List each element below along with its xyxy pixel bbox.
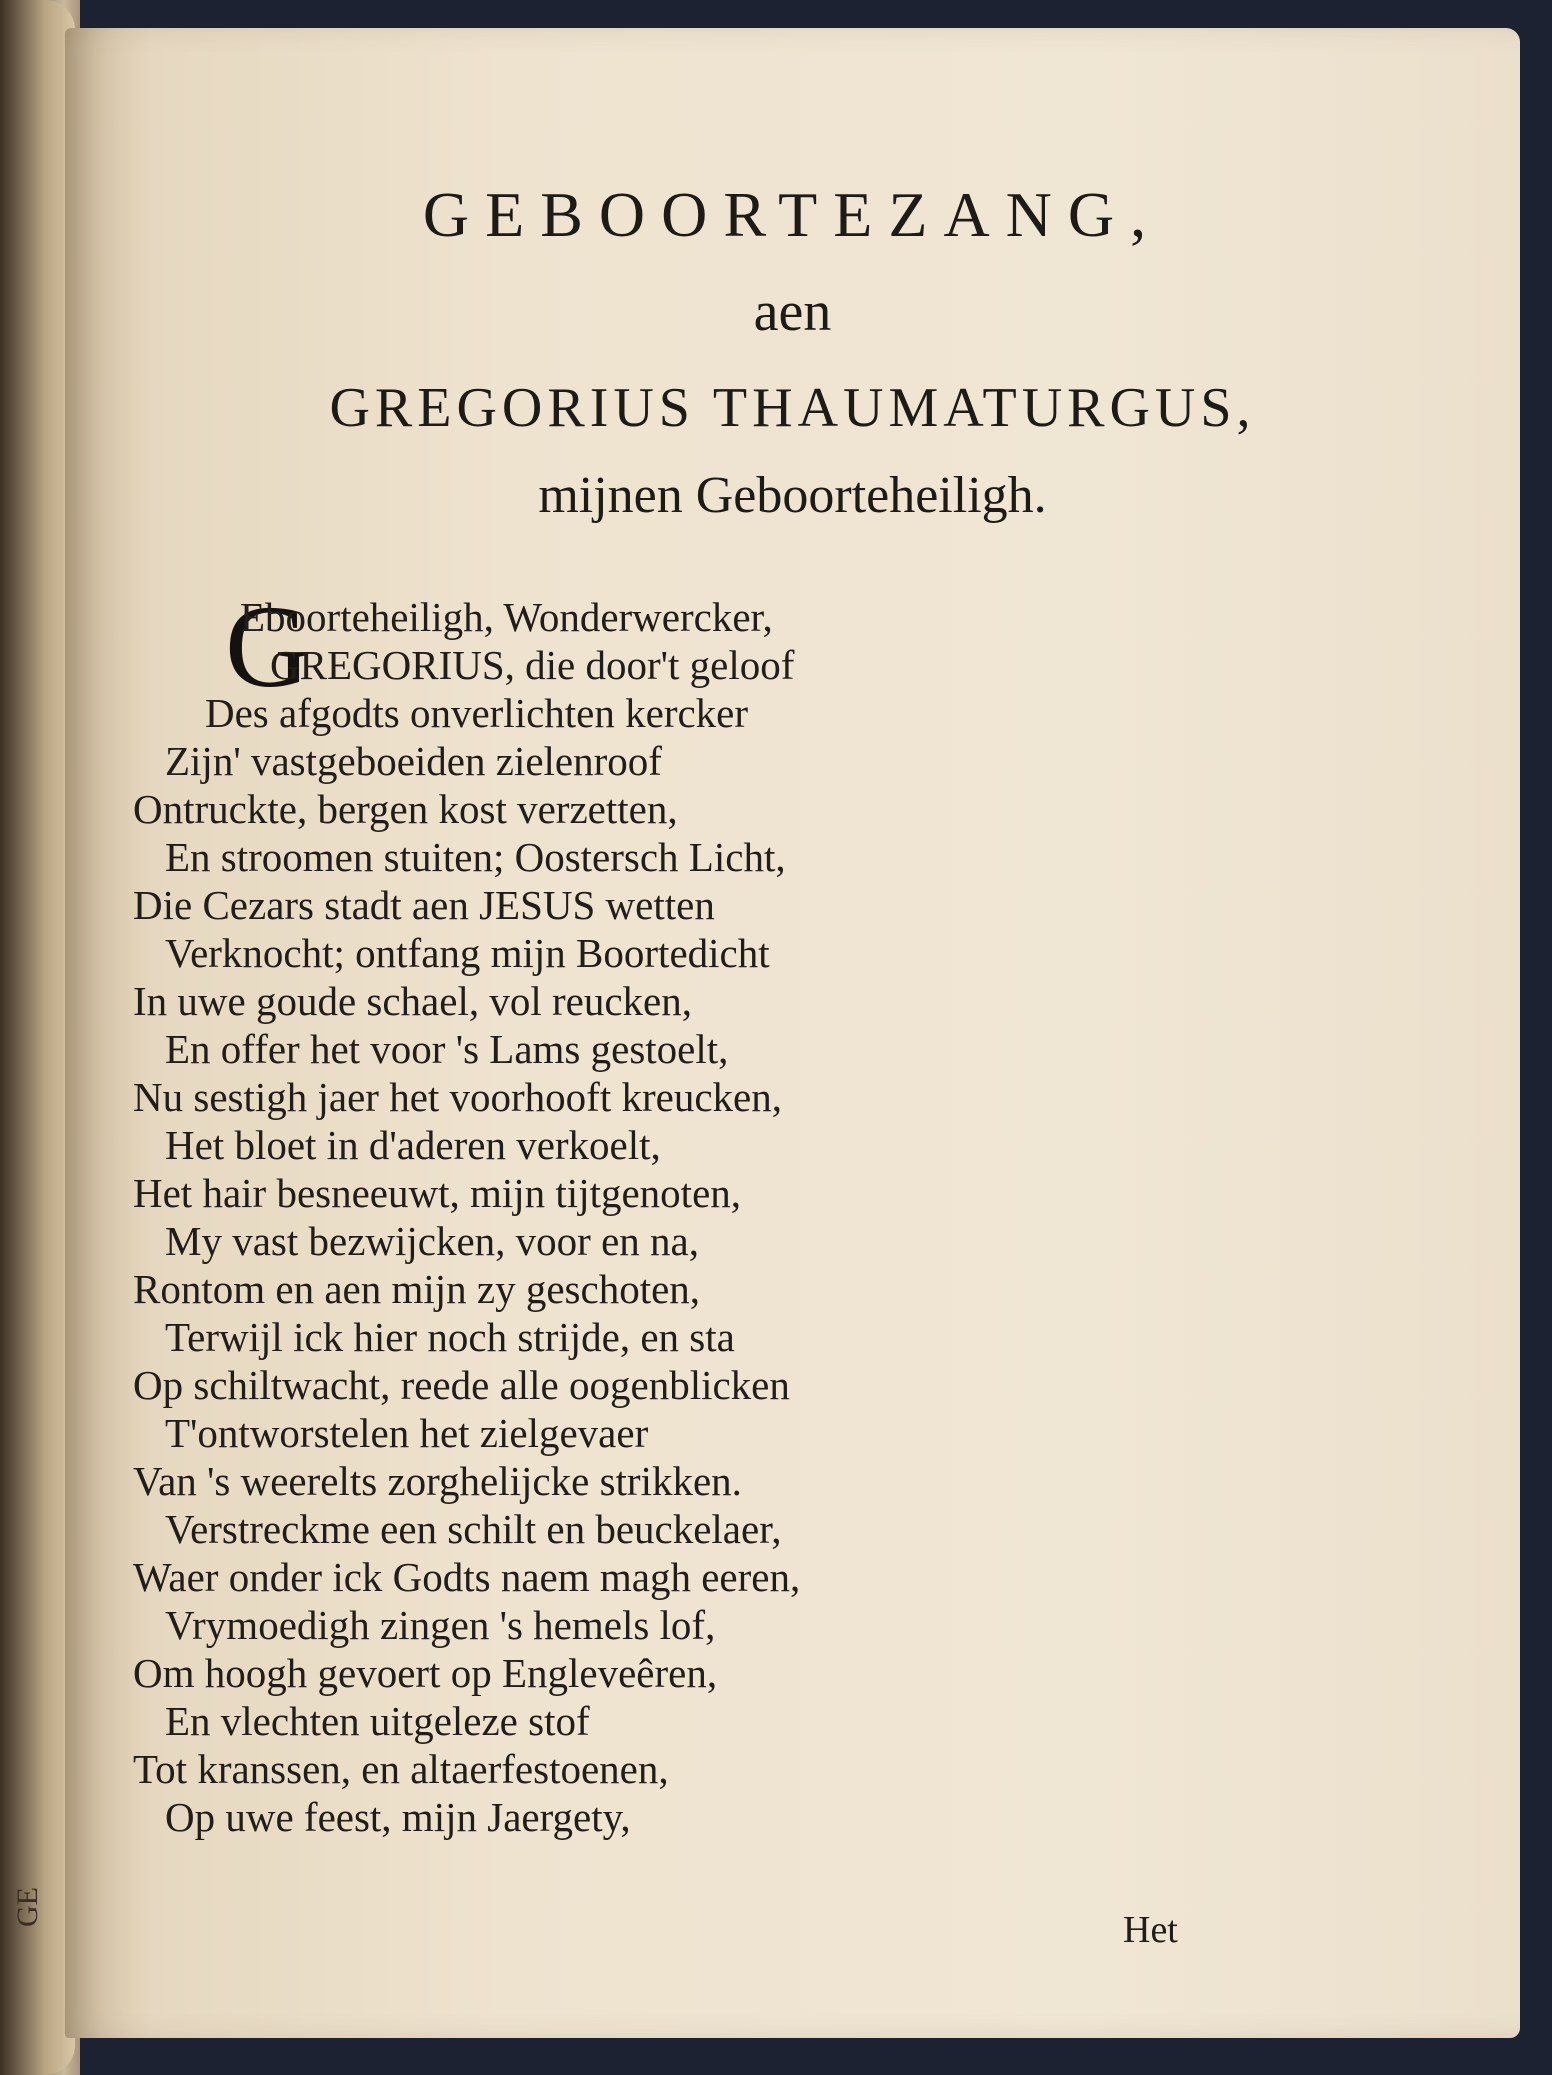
poem-line: Verstreckme een schilt en beuckelaer, <box>165 1506 782 1552</box>
page-title: GEBOORTEZANG, <box>422 179 1163 250</box>
poem-line: T'ontworstelen het zielgevaer <box>165 1410 649 1456</box>
poem-body <box>65 28 1520 2038</box>
poem-line: Van 's weerelts zorghelijcke strikken. <box>133 1458 742 1504</box>
title-subtitle: mijnen Geboorteheiligh. <box>538 467 1047 524</box>
poem-line: Op uwe feest, mijn Jaergety, <box>165 1794 631 1840</box>
poem-line: Die Cezars stadt aen JESUS wetten <box>133 882 715 928</box>
poem-line: My vast bezwijcken, voor en na, <box>165 1218 699 1264</box>
drop-cap: G <box>225 581 311 712</box>
poem-line: Ontruckte, bergen kost verzetten, <box>133 786 678 832</box>
book-page <box>65 28 1520 2038</box>
poem-line: En offer het voor 's Lams gestoelt, <box>165 1026 729 1072</box>
poem-line: Waer onder ick Godts naem magh eeren, <box>133 1554 801 1600</box>
poem-line: Het hair besneeuwt, mijn tijtgenoten, <box>133 1170 742 1216</box>
poem-line: Nu sestigh jaer het voorhooft kreucken, <box>133 1074 782 1120</box>
poem-line: Tot kranssen, en altaerfestoenen, <box>133 1746 669 1792</box>
poem-line: GREGORIUS, die door't geloof <box>270 642 795 688</box>
poem-line: In uwe goude schael, vol reucken, <box>133 978 692 1024</box>
title-aen: aen <box>753 281 832 343</box>
poem-line: Eboorteheiligh, Wonderwercker, <box>240 594 773 640</box>
facing-page-edge <box>0 0 75 2075</box>
poem-line: En vlechten uitgeleze stof <box>165 1698 590 1744</box>
poem-line: Het bloet in d'aderen verkoelt, <box>165 1122 661 1168</box>
poem-line: Om hoogh gevoert op Engleveêren, <box>133 1650 718 1696</box>
poem-line: Rontom en aen mijn zy geschoten, <box>133 1266 701 1312</box>
poem-line: Des afgodts onverlichten kercker <box>205 690 749 736</box>
title-dedicatee: GREGORIUS THAUMATURGUS, <box>329 377 1256 439</box>
poem-line: Verknocht; ontfang mijn Boortedicht <box>165 930 770 976</box>
margin-mark: GE <box>11 1887 44 1927</box>
poem-line: Op schiltwacht, reede alle oogenblicken <box>133 1362 790 1408</box>
catchword: Het <box>1123 1909 1178 1951</box>
poem-line: Zijn' vastgeboeiden zielenroof <box>165 738 662 784</box>
poem-line: Terwijl ick hier noch strijde, en sta <box>165 1314 735 1360</box>
poem-line: Vrymoedigh zingen 's hemels lof, <box>165 1602 716 1648</box>
poem-line: En stroomen stuiten; Oostersch Licht, <box>165 834 786 880</box>
